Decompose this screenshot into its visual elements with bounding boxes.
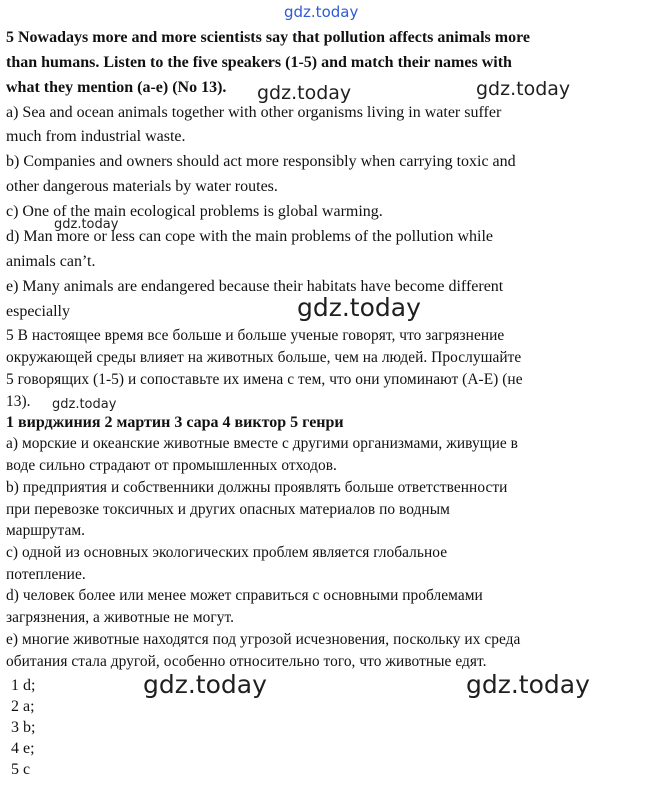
ru-option-e-line-1: e) многие животные находятся под угрозой исчезновения, поскольку их среда <box>6 631 521 648</box>
option-e-line-1: e) Many animals are endangered because their habitats have become different <box>6 278 504 295</box>
answer-2: 2 a; <box>11 698 35 715</box>
watermark-5: gdz.today <box>52 397 117 412</box>
ru-task-line-2: окружающей среды влияет на животных больше, чем на людей. Прослушайте <box>6 349 522 366</box>
ru-option-a-line-1: а) морские и океанские животные вместе с другими организмами, живущие в <box>6 435 519 452</box>
ru-option-e-line-2: обитания стала другой, особенно относительно того, что животные едят. <box>6 653 487 670</box>
option-b-line-1: b) Companies and owners should act more responsibly when carrying toxic and <box>6 153 516 170</box>
ru-option-a-line-2: воде сильно страдают от промышленных отходов. <box>6 457 337 474</box>
ru-task-line-3: 5 говорящих (1-5) и сопоставьте их имена с тем, что они упоминают (A-E) (не <box>6 371 523 388</box>
watermark-top: gdz.today <box>284 3 359 21</box>
ru-task-line-4: 13). <box>6 393 31 410</box>
ru-task-line-1: 5 В настоящее время все больше и больше ученые говорят, что загрязнение <box>6 327 505 344</box>
ru-option-d-line-2: загрязнения, а животные не могут. <box>6 609 234 626</box>
option-b-line-2: other dangerous materials by water routes. <box>6 178 278 195</box>
answer-3: 3 b; <box>11 719 36 736</box>
watermark-1: gdz.today <box>257 82 352 104</box>
ru-option-b-line-2: при перевозке токсичных и других опасных материалов по водным <box>6 501 450 518</box>
watermark-2: gdz.today <box>476 78 571 100</box>
option-e-line-2: especially <box>6 303 70 320</box>
option-a-line-2: much from industrial waste. <box>6 128 186 145</box>
task-title-line-3: what they mention (a-e) (No 13). <box>6 79 227 96</box>
answer-1: 1 d; <box>11 677 36 694</box>
option-d-line-1: d) Man more or less can cope with the main problems of the pollution while <box>6 228 493 245</box>
option-c-line: c) One of the main ecological problems is global warming. <box>6 203 383 220</box>
ru-option-b-line-3: маршрутам. <box>6 522 86 539</box>
watermark-3: gdz.today <box>54 217 119 232</box>
ru-option-d-line-1: d) человек более или менее может справиться с основными проблемами <box>6 587 483 604</box>
option-d-line-2: animals can’t. <box>6 253 96 270</box>
task-title-line-1: 5 Nowadays more and more scientists say that pollution affects animals more <box>6 29 530 46</box>
speaker-names: 1 вирджиния 2 мартин 3 сара 4 виктор 5 генри <box>6 414 344 431</box>
answer-4: 4 e; <box>11 740 35 757</box>
ru-option-b-line-1: b) предприятия и собственники должны проявлять больше ответственности <box>6 479 508 496</box>
watermark-7: gdz.today <box>466 670 590 699</box>
exercise-page <box>6 0 646 787</box>
option-a-line-1: a) Sea and ocean animals together with other organisms living in water suffer <box>6 104 502 121</box>
ru-option-c-line-2: потепление. <box>6 566 86 583</box>
task-title-line-2: than humans. Listen to the five speakers (1-5) and match their names with <box>6 54 512 71</box>
watermark-6: gdz.today <box>143 670 267 699</box>
watermark-4: gdz.today <box>297 293 421 322</box>
ru-option-c-line-1: c) одной из основных экологических проблем является глобальное <box>6 544 448 561</box>
answer-5: 5 c <box>11 761 31 778</box>
